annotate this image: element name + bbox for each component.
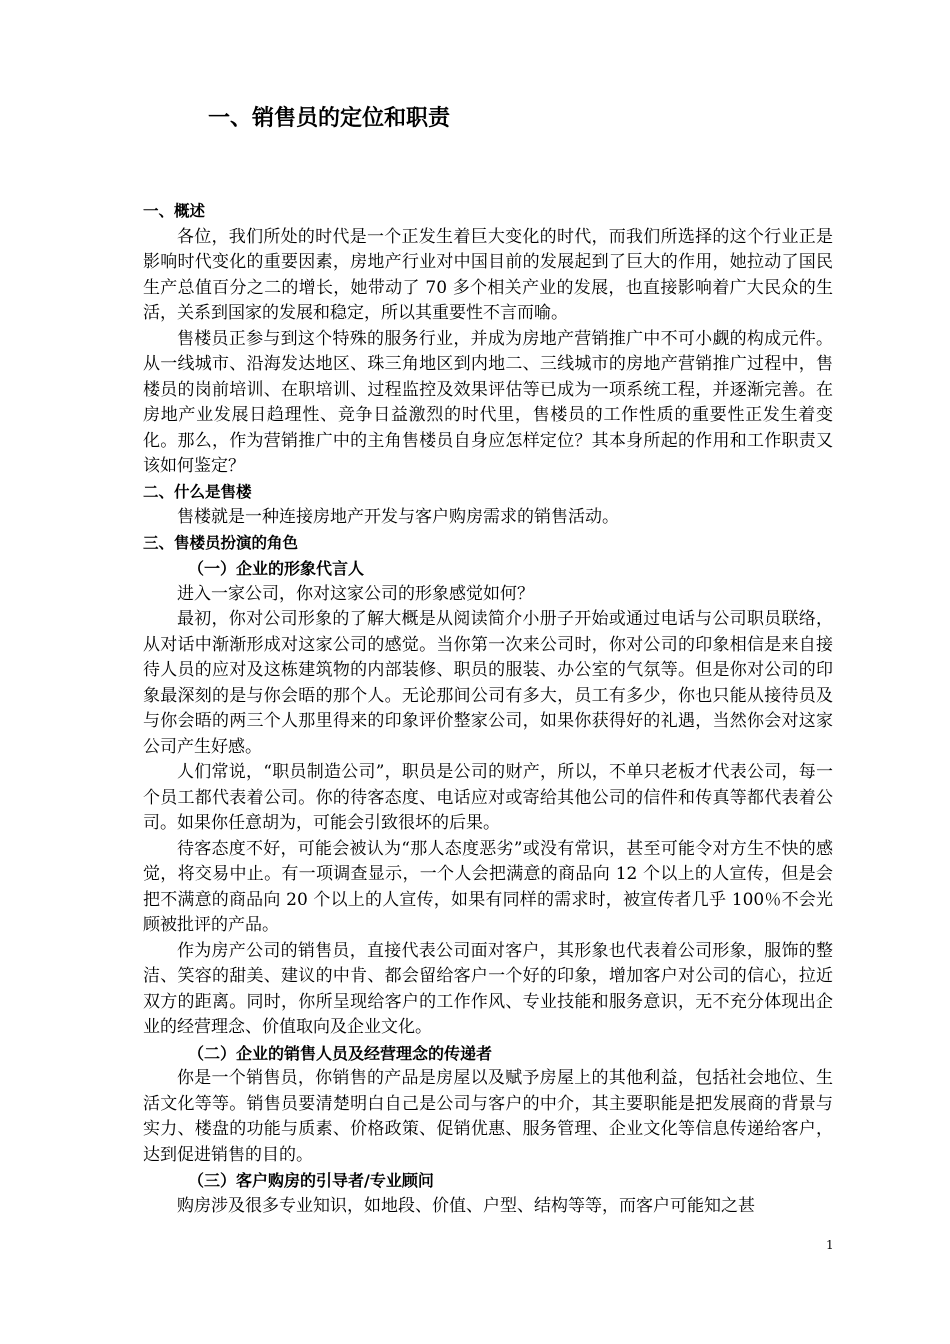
subsection-heading-concept-transmitter: （二）企业的销售人员及经营理念的传递者 [188,1043,493,1063]
document-body [143,199,833,1219]
paragraph: 作为房产公司的销售员，直接代表公司面对客户，其形象也代表着公司形象，服饰的整洁、笑容的甜美、建议的中肯、都会留给客户一个好的印象，增加客户对公司的信心，拉近双方的距离。同时，你所呈现给客户的工作作风、专业技能和服务意识，无不充分体现出企业的经营理念、价值取向及企业文化。 [143,940,833,1037]
paragraph: 人们常说，“职员制造公司”，职员是公司的财产，所以，不单只老板才代表公司，每一个员工都代表着公司。你的待客态度、电话应对或寄给其他公司的信件和传真等都代表着公司。如果你任意胡为，可能会引致很坏的后果。 [143,762,833,833]
subsection-heading-image-spokesperson: （一）企业的形象代言人 [188,559,365,578]
paragraph: 待客态度不好，可能会被认为“那人态度恶劣”或没有常识，甚至可能令对方生不快的感觉，将交易中止。有一项调查显示，一个人会把满意的商品向 12 个以上的人宣传，但是会把不满意的商品向 20 个以上的人宣传，如果有同样的需求时，被宣传者几乎 100％不会光顾被批评的产品。 [143,838,833,935]
section-heading-overview: 一、概述 [143,202,206,220]
paragraph: 购房涉及很多专业知识，如地段、价值、户型、结构等等，而客户可能知之甚 [177,1195,755,1216]
paragraph: 最初，你对公司形象的了解大概是从阅读简介小册子开始或通过电话与公司职员联络，从对话中渐渐形成对这家公司的感觉。当你第一次来公司时，你对公司的印象相信是来自接待人员的应对及这栋建筑物的内部装修、职员的服装、办公室的气氛等。但是你对公司的印象最深刻的是与你会晤的那个人。无论那间公司有多大，员工有多少，你也只能从接待员及与你会晤的两三个人那里得来的印象评价整家公司，如果你获得好的礼遇，当然你会对这家公司产生好感。 [143,609,833,757]
section-heading-roles: 三、售楼员扮演的角色 [143,533,299,552]
section-heading-what-is-sales: 二、什么是售楼 [143,482,252,501]
paragraph: 各位，我们所处的时代是一个正发生着巨大变化的时代，而我们所选择的这个行业正是影响时代变化的重要因素，房地产行业对中国目前的发展起到了巨大的作用，她拉动了国民生产总值百分之二的增长，她带动了 70 多个相关产业的发展，也直接影响着广大民众的生活，关系到国家的发展和稳定，所以其重要性不言而喻。 [143,226,833,323]
page-number: 1 [826,1238,834,1252]
paragraph: 进入一家公司，你对这家公司的形象感觉如何？ [177,583,534,604]
subsection-heading-purchase-guide: （三）客户购房的引导者/专业顾问 [188,1171,434,1190]
page-title: 一、销售员的定位和职责 [208,106,451,131]
paragraph: 售楼员正参与到这个特殊的服务行业，并成为房地产营销推广中不可小觑的构成元件。从一线城市、沿海发达地区、珠三角地区到内地二、三线城市的房地产营销推广过程中，售楼员的岗前培训、在职培训、过程监控及效果评估等已成为一项系统工程，并逐渐完善。在房地产业发展日趋理性、竞争日益激烈的时代里，售楼员的工作性质的重要性正发生着变化。那么，作为营销推广中的主角售楼员自身应怎样定位？其本身所起的作用和工作职责又该如何鉴定？ [143,328,833,476]
paragraph: 你是一个销售员，你销售的产品是房屋以及赋予房屋上的其他利益，包括社会地位、生活文化等等。销售员要清楚明白自己是公司与客户的中介，其主要职能是把发展商的背景与实力、楼盘的功能与质素、价格政策、促销优惠、服务管理、企业文化等信息传递给客户，达到促进销售的目的。 [143,1068,833,1165]
paragraph: 售楼就是一种连接房地产开发与客户购房需求的销售活动。 [177,507,619,527]
